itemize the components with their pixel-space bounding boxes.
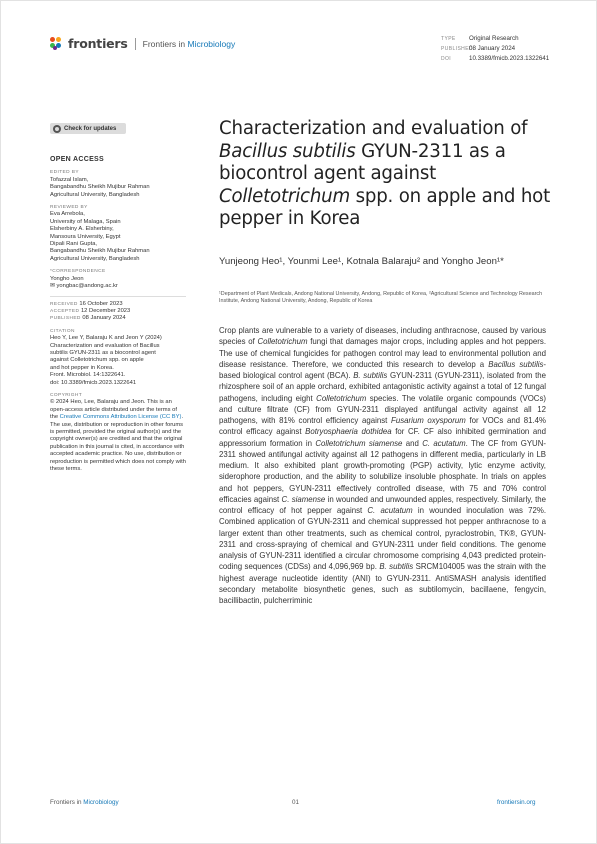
logo-divider bbox=[135, 38, 136, 50]
abstract-italic-run: B. subtilis bbox=[353, 371, 388, 380]
abstract-italic-run: Bacillus subtilis bbox=[488, 359, 544, 369]
divider bbox=[50, 296, 186, 297]
correspondence-email[interactable]: yongbac@andong.ac.kr bbox=[56, 283, 118, 290]
correspondence-label: *CORRESPONDENCE bbox=[50, 269, 106, 275]
check-updates-icon bbox=[53, 125, 61, 133]
abstract-italic-run: Colletotrichum bbox=[316, 393, 367, 403]
brand-name: frontiers bbox=[68, 36, 128, 51]
article-dates: RECEIVED 16 October 2023 ACCEPTED 12 December 2023 PUBLISHED 08 January 2024 bbox=[50, 300, 131, 322]
frontiers-logo[interactable] bbox=[50, 36, 235, 51]
reviewer-info: Eva Arrebola, University of Malaga, Spain Elsherbiny A. Elsherbiny, Mansoura University, Egypt Dipali Rani Gupta, Bangabandhu Sheikh Mujibur Rahman Agricultural University, Bangladesh bbox=[50, 211, 150, 262]
author-list: Yunjeong Heo¹, Younmi Lee¹, Kotnala Balaraju² and Yongho Jeon¹* bbox=[219, 256, 504, 267]
frontiers-logo-icon bbox=[50, 37, 64, 51]
abstract-italic-run: Colletotrichum bbox=[257, 337, 308, 347]
article-title: Characterization and evaluation of Bacillus subtilis GYUN-2311 as a biocontrol agent against Colletotrichum spp. on apple and hot pepper in Korea bbox=[219, 118, 551, 230]
copyright-label: COPYRIGHT bbox=[50, 392, 83, 398]
sidebar bbox=[50, 156, 186, 475]
meta-doi: DOI 10.3389/fmicb.2023.1322641 bbox=[441, 55, 550, 62]
abstract-run: in wounded inoculation was 72%. Combined application of GYUN-2311 and chemical suppressed hot pepper anthracnose to a larger extent than other treatments, such as chemical control, pyraclostrobin, TK®, GYUN-2311 and cross-spraying of chemical and GYUN-2311 under field conditions. The genome analysis of GYUN-2311 identified a circular chromosome comprising 4,043 predicted protein-coding sequences (CDSs) and 4,096,969 bp. bbox=[219, 506, 546, 572]
footer-journal: Frontiers in Microbiology bbox=[50, 799, 119, 806]
journal-title: Frontiers in Microbiology bbox=[142, 38, 236, 49]
abstract-run: SRCM104005 was the strain with the highest average nucleotide identity (ANI) to GYUN-2311. AntiSMASH analysis identified secondary metabolite biosynthetic genes, such as subtilomycin, bacillaene, fengycin, bacillibactin, pulcherriminic bbox=[219, 562, 546, 605]
abstract-run: for CF. CF also inhibited germination and appressorium formation in bbox=[219, 427, 546, 448]
meta-published: PUBLISHED08 January 2024 bbox=[441, 45, 516, 52]
meta-type: TYPE Original Research bbox=[441, 35, 519, 42]
correspondence-info: Yongho Jeon ✉ yongbac@andong.ac.kr bbox=[50, 275, 118, 290]
check-updates-label: Check for updates bbox=[64, 125, 117, 132]
abstract-run: fungi that damages major crops, including apples and hot peppers. The use of chemical fungicides for pathogen control may lead to environmental pollution and disease resistance. Therefore, we conducted this research to develop a bbox=[219, 337, 546, 369]
abstract-run: species. The volatile organic compounds (VOCs) and culture filtrate (CF) from GYUN-2311 displayed antifungal activity against all 12 pathogens, with 81% control efficiency against bbox=[219, 393, 547, 425]
abstract-italic-run: C. acutatum bbox=[422, 438, 466, 448]
editor-info: Tofazzal Islam, Bangabandhu Sheikh Mujibur Rahman Agricultural University, Bangladesh bbox=[50, 176, 150, 198]
abstract-run: and bbox=[402, 438, 423, 448]
abstract-italic-run: C. siamense bbox=[281, 494, 326, 504]
abstract-italic-run: Fusarium oxysporum bbox=[391, 416, 466, 425]
citation-label: CITATION bbox=[50, 328, 75, 334]
abstract-italic-run: C. acutatum bbox=[367, 506, 413, 515]
email-icon: ✉ bbox=[50, 283, 57, 290]
abstract-run: GYUN-2311 (GYUN-2311), isolated from the rhizosphere soil of an apple orchard, exhibited antagonistic activity against a total of 12 fungal pathogens, including eight bbox=[219, 371, 546, 403]
reviewed-by-label: REVIEWED BY bbox=[50, 205, 88, 211]
edited-by-label: EDITED BY bbox=[50, 170, 79, 176]
check-for-updates-button[interactable] bbox=[50, 123, 126, 134]
abstract-text bbox=[219, 325, 546, 606]
affiliations: ¹Department of Plant Medicals, Andong National University, Andong, Republic of Korea, ²Agricultural Science and Technology Research Institute, Andong National University, Andong, Republic of Korea bbox=[219, 291, 543, 305]
copyright-text: © 2024 Heo, Lee, Balaraju and Jeon. This is an open-access article distributed under the terms of the Creative Commons Attribution License (CC BY). The use, distribution or reproduction in other forums is permitted, provided the original author(s) and the copyright owner(s) are credited and that the original publication in this journal is cited, in accordance with accepted academic practice. No use, distribution or reproduction is permitted which does not comply with these terms. bbox=[50, 399, 186, 473]
abstract-italic-run: Botryosphaeria dothidea bbox=[305, 427, 392, 437]
abstract-run: . The CF from GYUN-2311 showed antifungal activity against all 12 pathogens in different media, particularly in LB medium. It also exhibited plant growth-promoting (PGP) activity, lytic enzyme activity, siderophore production, and the ability to solubilize insoluble phosphate. In trials on apples and hot peppers, GYUN-2311 effectively controlled disease, with 75 and 70% control efficacies against bbox=[219, 438, 546, 504]
abstract-run: Crop plants are vulnerable to a variety of diseases, including anthracnose, caused by various species of bbox=[219, 326, 546, 347]
abstract-run: for VOCs and 81.4% control efficacy against bbox=[219, 416, 546, 437]
citation-text: Heo Y, Lee Y, Balaraju K and Jeon Y (2024) Characterization and evaluation of Bacillus subtilis GYUN-2311 as a biocontrol agent against Colletotrichum spp. on apple and hot pepper in Korea. Front. Microbiol. 14:1322641. doi: 10.3389/fmicb.2023.1322641 bbox=[50, 335, 162, 386]
license-link[interactable]: Creative Commons Attribution License (CC BY) bbox=[59, 414, 182, 421]
abstract-italic-run: Colletotrichum siamense bbox=[315, 438, 403, 448]
open-access-label: OPEN ACCESS bbox=[50, 156, 104, 163]
footer-site-link[interactable]: frontiersin.org bbox=[497, 799, 536, 806]
article-meta bbox=[441, 34, 549, 64]
abstract-run: -based biological control agent (BCA). bbox=[219, 359, 546, 380]
abstract-run: in wounded and unwounded apples, respectively. Similarly, the control efficacy of hot pepper against bbox=[219, 494, 546, 515]
page-number: 01 bbox=[292, 799, 300, 806]
abstract bbox=[219, 325, 546, 606]
abstract-italic-run: B. subtilis bbox=[379, 562, 414, 572]
